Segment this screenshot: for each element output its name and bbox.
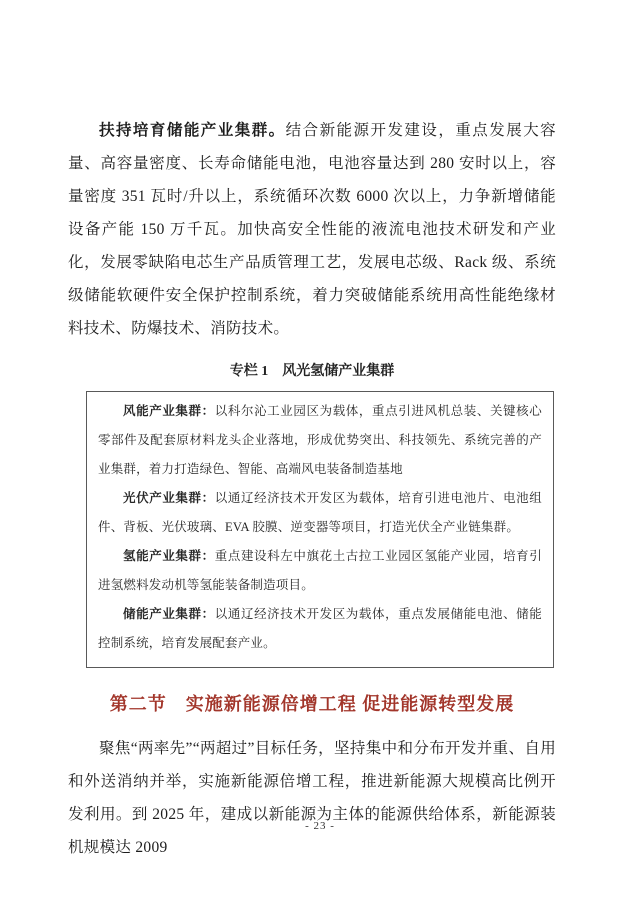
page-number: - 23 - — [305, 820, 335, 832]
box-item-storage-text: 以通辽经济技术开发区为载体，重点发展储能电池、储能控制系统，培育发展配套产业。 — [98, 607, 542, 650]
paragraph-body-text: 结合新能源开发建设，重点发展大容量、高容量密度、长寿命储能电池，电池容量达到 280 安时以上，容量密度 351 瓦时/升以上，系统循环次数 6000 次以上，力争新增储能设备产能 150 万千瓦。加快高安全性能的液流电池技术研发和产业化，发展零缺陷电芯生产品质管理工艺，发展电芯级、Rack 级、系统级储能软硬件安全保护控制系统，着力突破储能系统用高性能绝缘材料技术、防爆技术、消防技术。 — [68, 122, 556, 337]
section-heading: 第二节 实施新能源倍增工程 促进能源转型发展 — [109, 694, 515, 714]
box-item-solar-label: 光伏产业集群： — [123, 491, 215, 505]
box-item-wind-text: 以科尔沁工业园区为载体，重点引进风机总装、关键核心零部件及配套原材料龙头企业落地，形成优势突出、科技领先、系统完善的产业集群，着力打造绿色、智能、高端风电装备制造基地 — [98, 404, 542, 476]
box-item-storage-label: 储能产业集群： — [123, 607, 215, 621]
box-item-wind-label: 风能产业集群： — [123, 404, 215, 418]
column-box — [86, 391, 554, 668]
box-item-storage — [98, 600, 542, 658]
box-item-hydrogen-label: 氢能产业集群： — [123, 549, 215, 563]
paragraph-storage-cluster — [68, 114, 556, 345]
box-item-wind — [98, 397, 542, 484]
box-item-solar — [98, 484, 542, 542]
box-item-solar-text: 以通辽经济技术开发区为载体，培育引进电池片、电池组件、背板、光伏玻璃、EVA 胶膜、逆变器等项目，打造光伏全产业链集群。 — [98, 491, 542, 534]
paragraph-new-energy-target: 聚焦“两率先”“两超过”目标任务，坚持集中和分布开发并重、自用和外送消纳并举，实施新能源倍增工程，推进新能源大规模高比例开发利用。到 2025 年，建成以新能源为主体的能源供给体系，新能源装机规模达 2009 — [68, 740, 556, 856]
column-box-title: 专栏 1 风光氢储产业集群 — [229, 364, 395, 379]
box-item-hydrogen-text: 重点建设科左中旗花土古拉工业园区氢能产业园，培育引进氢燃料发动机等氢能装备制造项目。 — [98, 549, 542, 592]
paragraph-lead-bold: 扶持培育储能产业集群。 — [99, 122, 286, 139]
box-item-hydrogen — [98, 542, 542, 600]
